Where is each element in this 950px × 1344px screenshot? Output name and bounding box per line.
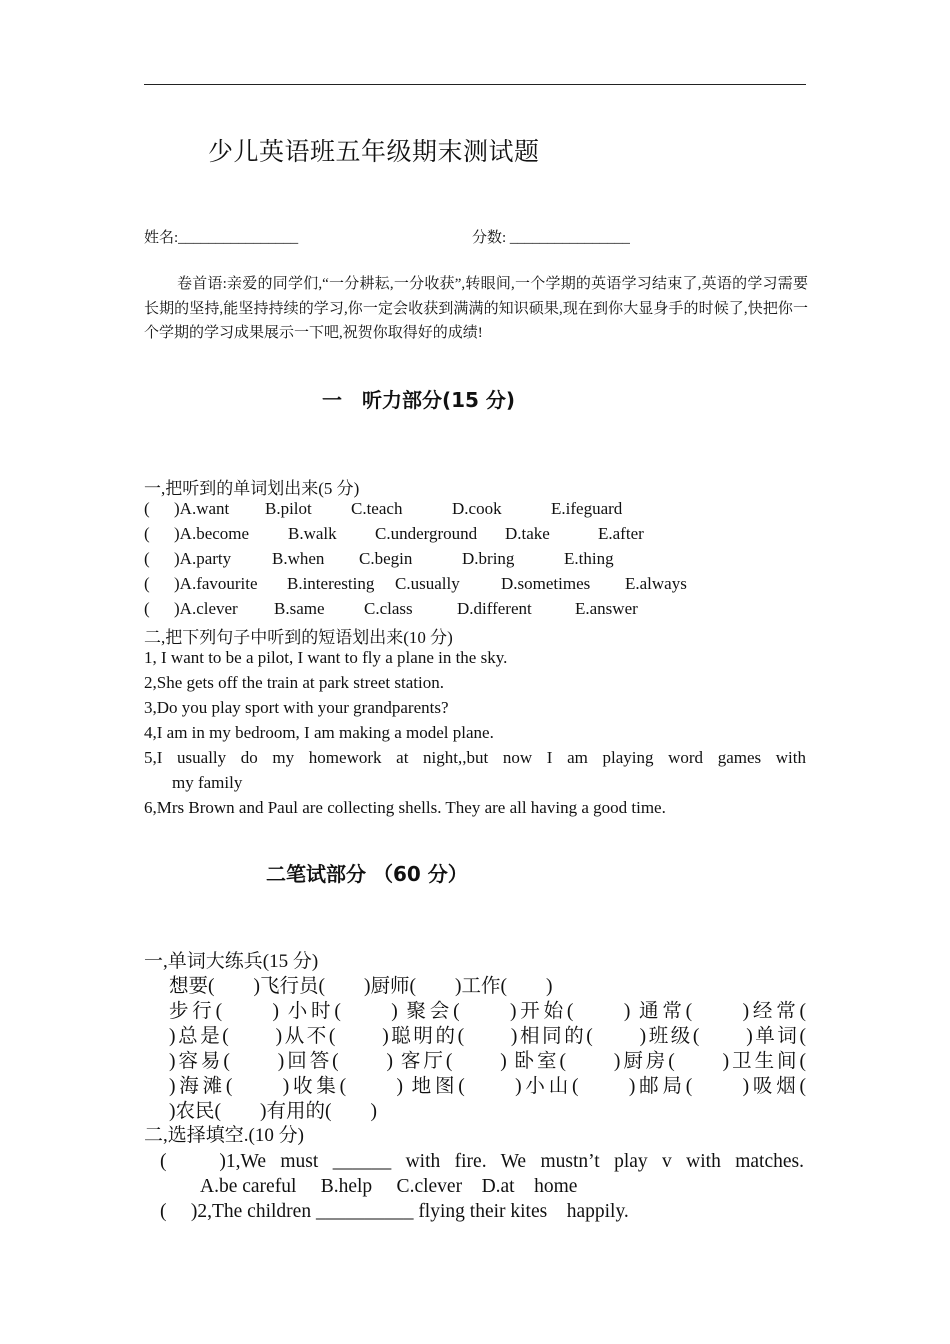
option-a: )A.favourite — [174, 574, 258, 593]
option-e: E.answer — [575, 599, 638, 618]
option-d: D.sometimes — [501, 574, 591, 593]
option-d: D.cook — [452, 499, 502, 518]
answer-paren: ( — [144, 499, 150, 518]
vocab-section-title: 一,单词大练兵(15 分) — [144, 951, 319, 972]
answer-paren: ( — [144, 524, 150, 543]
option-e: E.always — [625, 574, 687, 593]
option-a: )A.clever — [174, 599, 238, 618]
listening-sentence: 5,I usually do my homework at night,,but now I am playing word games with — [144, 748, 806, 767]
listening-sentence: 6,Mrs Brown and Paul are collecting shells. They are all having a good time. — [144, 798, 666, 817]
choice-question-1-options: A.be careful B.help C.clever D.at home — [200, 1176, 578, 1197]
option-e: E.thing — [564, 549, 614, 568]
choice-question-1: ( )1,We must ______ with fire. We mustn’t play v with matches. — [160, 1151, 804, 1172]
vocab-line: )海滩( )收集( ) 地图( )小山( )邮局( )吸烟( — [169, 1076, 806, 1097]
option-d: D.bring — [462, 549, 515, 568]
listening-sentence: 3,Do you play sport with your grandparents? — [144, 698, 449, 717]
vocab-line: )容易( )回答( ) 客厅( ) 卧室( )厨房( )卫生间( — [169, 1051, 806, 1072]
intro-paragraph: 卷首语:亲爱的同学们,“一分耕耘,一分收获”,转眼间,一个学期的英语学习结束了,英语的学习需要长期的坚持,能坚持持续的学习,你一定会收获到满满的知识硕果,现在到你大显身手的时候了,快把你一个学期的学习成果展示一下吧,祝贺你取得好的成绩! — [144, 276, 808, 341]
vocab-line: )农民( )有用的( ) — [169, 1101, 377, 1122]
choice-section-title: 二,选择填空.(10 分) — [144, 1125, 304, 1146]
listening-section1-title: 一,把听到的单词划出来(5 分) — [144, 479, 360, 498]
part1-heading: 一 听力部分(15 分) — [322, 388, 516, 412]
page-title: 少儿英语班五年级期末测试题 — [208, 139, 540, 166]
header-rule — [144, 84, 806, 85]
option-d: D.take — [505, 524, 550, 543]
option-c: C.underground — [375, 524, 478, 543]
listening-section2-title: 二,把下列句子中听到的短语划出来(10 分) — [144, 628, 453, 647]
option-c: C.usually — [395, 574, 460, 593]
option-a: )A.party — [174, 549, 232, 568]
option-a: )A.want — [174, 499, 230, 518]
answer-paren: ( — [144, 599, 150, 618]
name-field-label: 姓名:________________ — [144, 230, 299, 246]
option-b: B.interesting — [287, 574, 375, 593]
part2-heading: 二笔试部分 （60 分） — [266, 862, 468, 886]
option-b: B.walk — [288, 524, 337, 543]
listening-sentence: 2,She gets off the train at park street station. — [144, 673, 444, 692]
score-field-label: 分数: ________________ — [472, 230, 630, 246]
option-c: C.begin — [359, 549, 413, 568]
option-e: E.after — [598, 524, 644, 543]
option-c: C.class — [364, 599, 413, 618]
vocab-line: )总是( )从不( )聪明的( )相同的( )班级( )单词( — [169, 1026, 806, 1047]
option-c: C.teach — [351, 499, 403, 518]
option-d: D.different — [457, 599, 532, 618]
option-e: E.ifeguard — [551, 499, 623, 518]
answer-paren: ( — [144, 549, 150, 568]
listening-sentence: 4,I am in my bedroom, I am making a model plane. — [144, 723, 494, 742]
listening-sentence-continuation: my family — [172, 773, 243, 792]
listening-sentence: 1, I want to be a pilot, I want to fly a plane in the sky. — [144, 648, 508, 667]
option-a: )A.become — [174, 524, 250, 543]
option-b: B.when — [272, 549, 325, 568]
vocab-line: 步行( ) 小时( ) 聚会( )开始( ) 通常( )经常( — [169, 1001, 806, 1022]
choice-question-2: ( )2,The children __________ flying their kites happily. — [160, 1201, 629, 1222]
option-b: B.pilot — [265, 499, 312, 518]
option-b: B.same — [274, 599, 325, 618]
vocab-line: 想要( )飞行员( )厨师( )工作( ) — [169, 976, 553, 997]
answer-paren: ( — [144, 574, 150, 593]
